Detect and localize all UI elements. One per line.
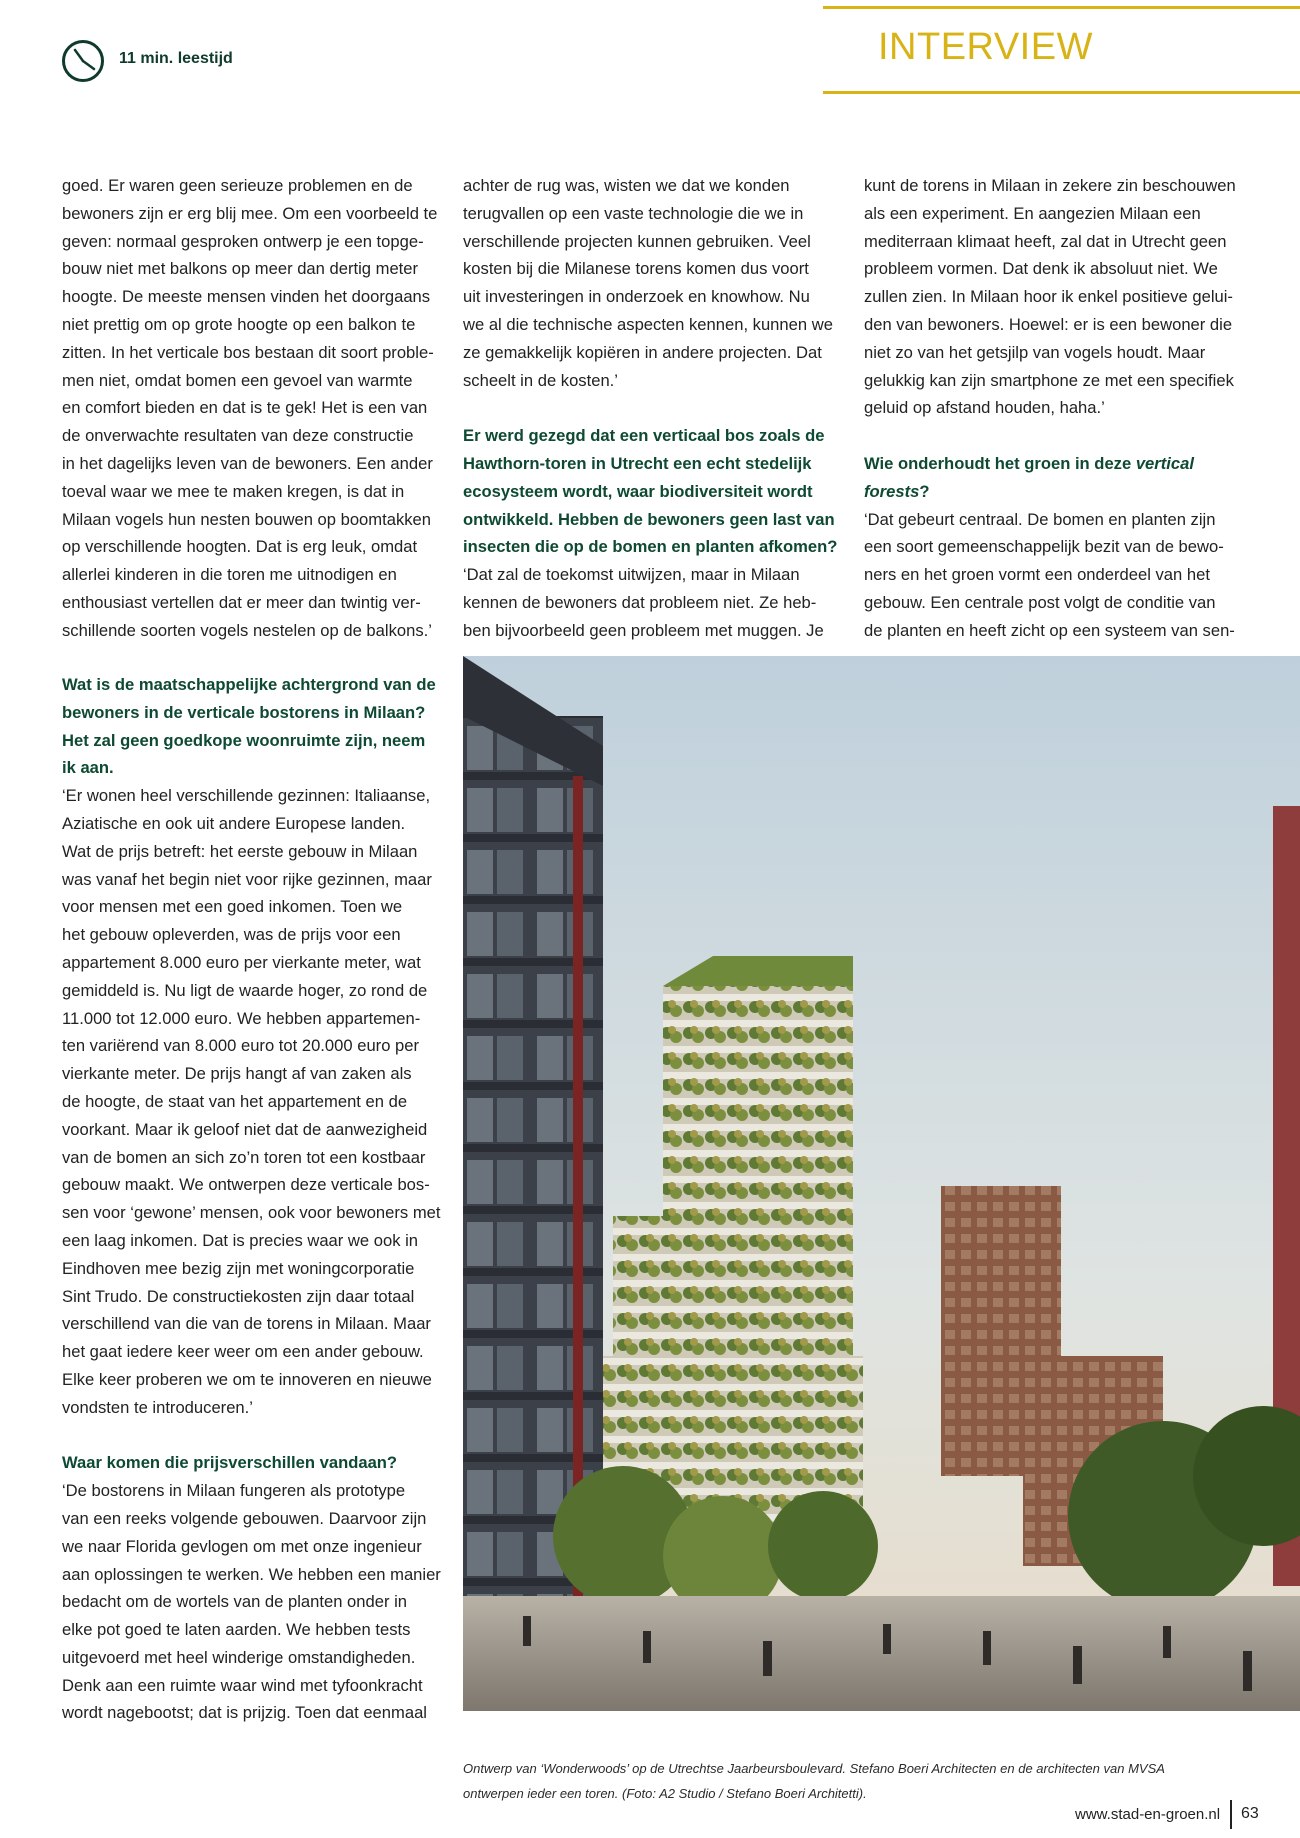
column-3 — [864, 172, 1236, 645]
column-1-bottom — [62, 671, 441, 1727]
text-line: scheelt in de kosten.’ — [463, 370, 618, 390]
reading-time: 11 min. leestijd — [119, 50, 233, 67]
text-line: vierkante meter. De prijs hangt af van zaken als — [62, 1064, 412, 1084]
paragraph-gap — [864, 422, 1236, 450]
text-line: enthousiast vertellen dat er meer dan twintig ver- — [62, 592, 421, 612]
question-line: bewoners in de verticale bostorens in Milaan? — [62, 702, 426, 722]
text-line: ten variërend van 8.000 euro tot 20.000 euro per — [62, 1036, 420, 1056]
text-line: niet zo van het getsjilp van vogels houdt. Maar — [864, 342, 1206, 362]
text-line: Eindhoven mee bezig zijn met woningcorporatie — [62, 1258, 415, 1278]
question-suffix: ? — [919, 481, 930, 501]
text-line: appartement 8.000 euro per vierkante meter, wat — [62, 952, 421, 972]
question-line — [864, 450, 1236, 478]
text-line: ners en het groen vormt een onderdeel van het — [864, 565, 1210, 585]
question-line: ecosysteem wordt, waar biodiversiteit wordt — [463, 481, 813, 501]
footer-divider — [1230, 1800, 1232, 1829]
text-line: zullen zien. In Milaan hoor ik enkel positieve gelui- — [864, 287, 1233, 307]
question-line: Hawthorn-toren in Utrecht een echt stedelijk — [463, 453, 812, 473]
text-line: kennen de bewoners dat probleem niet. Ze heb- — [463, 592, 817, 612]
footer-url[interactable]: www.stad-en-groen.nl — [1075, 1806, 1221, 1823]
text-line: uit investeringen in onderzoek en knowhow. Nu — [463, 287, 810, 307]
text-line: van een reeks volgende gebouwen. Daarvoor zijn — [62, 1508, 427, 1528]
text-line: gemiddeld is. Nu ligt de waarde hoger, zo rond de — [62, 980, 428, 1000]
text-line: een laag inkomen. Dat is precies waar we ook in — [62, 1230, 419, 1250]
question-line: Er werd gezegd dat een verticaal bos zoals de — [463, 426, 825, 446]
text-line: sen voor ‘gewone’ mensen, ook voor bewoners met — [62, 1203, 441, 1223]
text-line: mediterraan klimaat heeft, zal dat in Utrecht geen — [864, 231, 1227, 251]
text-line: verschillende projecten kunnen gebruiken. Veel — [463, 231, 811, 251]
text-line: den van bewoners. Hoewel: er is een bewoner die — [864, 314, 1233, 334]
question-line: Wat is de maatschappelijke achtergrond van de — [62, 675, 436, 694]
question-line: ontwikkeld. Hebben de bewoners geen last van — [463, 509, 835, 529]
column-2 — [463, 172, 837, 645]
question-line: ik aan. — [62, 758, 114, 778]
text-line: het gebouw opleverden, was de prijs voor een — [62, 925, 401, 945]
paragraph-gap — [463, 394, 837, 422]
text-line: goed. Er waren geen serieuze problemen en de — [62, 176, 413, 195]
text-line: achter de rug was, wisten we dat we konden — [463, 176, 790, 195]
text-line: ze gemakkelijk kopiëren in andere projecten. Dat — [463, 342, 822, 362]
text-line: een soort gemeenschappelijk bezit van de bewo- — [864, 537, 1224, 557]
text-line: gebouw maakt. We ontwerpen deze verticale bos- — [62, 1175, 430, 1195]
text-line: 11.000 tot 12.000 euro. We hebben appartemen- — [62, 1008, 421, 1028]
text-line: allerlei kinderen in die toren me uitnodigen en — [62, 565, 397, 585]
text-line: men niet, omdat bomen een gevoel van warmte — [62, 370, 413, 390]
question-line: insecten die op de bomen en planten afkomen? — [463, 537, 838, 557]
text-line: niet prettig om op grote hoogte op een balkon te — [62, 314, 416, 334]
text-line: ‘Er wonen heel verschillende gezinnen: Italiaanse, — [62, 786, 431, 806]
text-line: Aziatische en ook uit andere Europese landen. — [62, 813, 406, 833]
text-line: probleem vormen. Dat denk ik absoluut niet. We — [864, 259, 1218, 279]
text-line: voor mensen met een goed inkomen. Toen we — [62, 897, 403, 917]
text-line: toeval waar we mee te maken kregen, is dat in — [62, 481, 405, 501]
column-1-top — [62, 172, 437, 645]
text-line: Sint Trudo. De constructiekosten zijn daar totaal — [62, 1286, 415, 1306]
caption-line: ontwerpen ieder een toren. (Foto: A2 Studio / Stefano Boeri Architetti). — [463, 1786, 867, 1801]
section-label: INTERVIEW — [878, 26, 1093, 68]
photo-illustration — [463, 656, 1300, 1711]
question-prefix: Wie onderhoudt het groen in deze — [864, 453, 1136, 473]
question-line: Het zal geen goedkope woonruimte zijn, neem — [62, 730, 426, 750]
text-line: bewoners zijn er erg blij mee. Om een voorbeeld te — [62, 203, 438, 223]
text-line: Denk aan een ruimte waar wind met tyfoonkracht — [62, 1675, 423, 1695]
text-line: elke pot goed te laten aarden. We hebben tests — [62, 1620, 411, 1640]
text-line: ‘Dat gebeurt centraal. De bomen en planten zijn — [864, 509, 1216, 529]
text-line: was vanaf het begin niet voor rijke gezinnen, maar — [62, 869, 432, 889]
text-line: uitgevoerd met heel winderige omstandigheden. — [62, 1647, 416, 1667]
question-italic: vertical — [1135, 453, 1194, 473]
text-line: ‘Dat zal de toekomst uitwijzen, maar in Milaan — [463, 565, 800, 585]
text-line: in het dagelijks leven van de bewoners. Een ander — [62, 453, 433, 473]
text-line: zitten. In het verticale bos bestaan dit soort proble- — [62, 342, 434, 362]
caption-line: Ontwerp van ‘Wonderwoods’ op de Utrechtse Jaarbeursboulevard. Stefano Boeri Architecten en de architecten van MVSA — [463, 1761, 1165, 1776]
text-line: bedacht om de wortels van de planten onder in — [62, 1592, 408, 1612]
text-line: de onverwachte resultaten van deze constructie — [62, 426, 414, 446]
page-number: 63 — [1241, 1805, 1259, 1822]
text-line: het gaat iedere keer weer om een ander gebouw. — [62, 1342, 424, 1362]
paragraph-gap — [62, 1422, 441, 1450]
text-line: geluid op afstand houden, haha.’ — [864, 398, 1105, 418]
text-line: aan oplossingen te werken. We hebben een manier — [62, 1564, 441, 1584]
question-line — [864, 478, 1236, 506]
text-line: schillende soorten vogels nestelen op de balkons.’ — [62, 620, 432, 640]
text-line: verschillend van die van de torens in Milaan. Maar — [62, 1314, 431, 1334]
text-line: we al die technische aspecten kennen, kunnen we — [463, 314, 833, 334]
question-line: Waar komen die prijsverschillen vandaan? — [62, 1453, 398, 1473]
text-line: op verschillende hoogten. Dat is erg leuk, omdat — [62, 537, 418, 557]
text-line: Wat de prijs betreft: het eerste gebouw in Milaan — [62, 841, 418, 861]
text-line: de planten en heeft zicht op een systeem van sen- — [864, 620, 1235, 640]
text-line: als een experiment. En aangezien Milaan een — [864, 203, 1201, 223]
text-line: wordt nagebootst; dat is prijzig. Toen dat eenmaal — [62, 1703, 427, 1723]
text-line: ben bijvoorbeeld geen probleem met muggen. Je — [463, 620, 824, 640]
text-line: kosten bij die Milanese torens komen dus voort — [463, 259, 809, 279]
clock-icon — [61, 39, 105, 83]
text-line: terugvallen op een vaste technologie die we in — [463, 203, 804, 223]
text-line: van de bomen an sich zo’n toren tot een kostbaar — [62, 1147, 426, 1167]
text-line: en comfort bieden en dat is te gek! Het is een van — [62, 398, 428, 418]
text-line: geven: normaal gesproken ontwerp je een topge- — [62, 231, 424, 251]
tower-photo — [463, 656, 1300, 1711]
photo-caption — [463, 1756, 1165, 1806]
text-line: voorkant. Maar ik geloof niet dat de aanwezigheid — [62, 1119, 428, 1139]
text-line: we naar Florida gevlogen om met onze ingenieur — [62, 1536, 422, 1556]
text-line: Milaan vogels hun nesten bouwen op boomtakken — [62, 509, 432, 529]
text-line: ‘De bostorens in Milaan fungeren als prototype — [62, 1481, 406, 1501]
question-italic-line2: forests — [864, 481, 920, 501]
text-line: gelukkig kan zijn smartphone ze met een specifiek — [864, 370, 1234, 390]
text-line: vondsten te introduceren.’ — [62, 1397, 253, 1417]
text-line: Elke keer proberen we om te innoveren en nieuwe — [62, 1369, 432, 1389]
text-line: hoogte. De meeste mensen vinden het doorgaans — [62, 287, 431, 307]
text-line: bouw niet met balkons op meer dan dertig meter — [62, 259, 419, 279]
text-line: kunt de torens in Milaan in zekere zin beschouwen — [864, 176, 1236, 195]
text-line: de hoogte, de staat van het appartement en de — [62, 1091, 408, 1111]
text-line: gebouw. Een centrale post volgt de conditie van — [864, 592, 1216, 612]
